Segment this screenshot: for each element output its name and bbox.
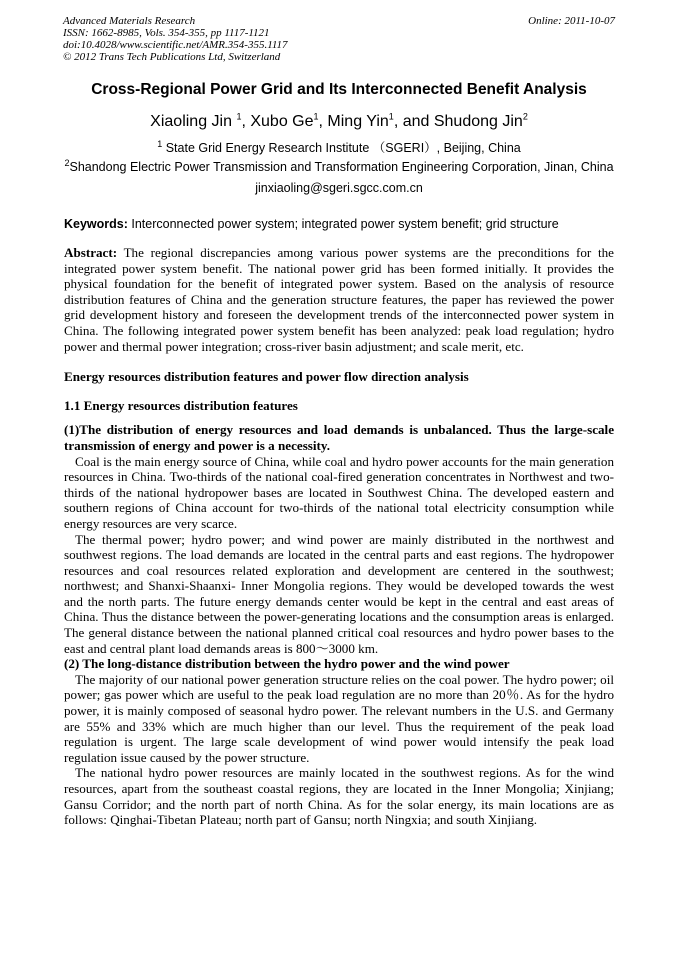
body-text [64, 245, 614, 828]
aff-sup: 2 [64, 157, 70, 168]
author-sup: 1 [236, 111, 242, 122]
abstract [64, 245, 614, 354]
author: , Xubo Ge [241, 113, 314, 130]
keywords [64, 217, 559, 231]
paragraph: The national hydro power resources are mainly located in the southwest regions. As for the wind resources, apart from the southeast coastal regions, they are located in the Inner Mongolia; Xinjiang; Gansu Corridor; and the north part of north China. As for the solar energy, its main locations are as follows: Qinghai-Tibetan Plateau; north part of Gansu; north Ningxia; and south Xinjiang. [64, 765, 614, 828]
doi: doi:10.4028/www.scientific.net/AMR.354-355.1117 [63, 39, 288, 51]
keywords-text: Interconnected power system; integrated power system benefit; grid structure [127, 217, 559, 231]
author: Xiaoling Jin [150, 113, 237, 130]
authors [0, 113, 678, 131]
aff-text: Shandong Electric Power Transmission and Transformation Engineering Corporation, Jinan, China [69, 160, 614, 174]
keywords-label: Keywords: [64, 217, 128, 231]
author: , Ming Yin [318, 113, 389, 130]
paragraph: The thermal power; hydro power; and wind power are mainly distributed in the northwest and southwest regions. The load demands are located in the central parts and east regions. The hydropower resources and coal resources related exploration and development are centered in the southwest; northwest; and Shanxi-Shaanxi- Inner Mongolia regions. They would be developed towards the west and the north parts. The future energy demands center would be kept in the central and east areas of China. Thus the distance between the power-generating locations and the consumption areas is enlarged. The general distance between the national planned critical coal resources and hydro power bases to the east and central plant load demands areas is 800～3000 km. [64, 531, 614, 656]
online-date: Online: 2011-10-07 [528, 15, 615, 27]
journal-name: Advanced Materials Research [63, 15, 196, 27]
email: jinxiaoling@sgeri.sgcc.com.cn [255, 181, 423, 195]
author-sup: 1 [388, 111, 394, 122]
paper-title: Cross-Regional Power Grid and Its Interconnected Benefit Analysis [91, 81, 587, 98]
affiliation-1 [0, 138, 678, 156]
paragraph: The majority of our national power generation structure relies on the coal power. The hydro power; oil power; gas power which are useful to the peak load regulation are no more than 20％. As for the hydro power, it is mainly composed of seasonal hydro power. The relevant numbers in the U.S. and Germany are 55% and 33% which are much higher than our level. Thus the requirement of the peak load regulation is urgent. The large scale development of wind power would intensify the peak load regulation issue caused by the power structure. [64, 671, 614, 765]
abstract-label: Abstract: [64, 245, 118, 260]
author: , and Shudong Jin [393, 113, 523, 130]
paragraph-heading: (2) The long-distance distribution between the hydro power and the wind power [64, 656, 510, 672]
abstract-text: The regional discrepancies among various power systems are the preconditions for the integrated power system benefit. The national power grid has been formed initially. It provides the physical foundation for the benefit of integrated power system. Based on the analysis of resource distribution features of China and the generation structure features, the paper has reviewed the power grid development history and foreseen the development trends of the interconnected power system in China. The following integrated power system benefit has been analyzed: peak load regulation; hydro power and thermal power integration; cross-river basin adjustment; and scale merit, etc. [64, 245, 614, 354]
copyright: © 2012 Trans Tech Publications Ltd, Switzerland [63, 51, 281, 63]
issn: ISSN: 1662-8985, Vols. 354-355, pp 1117-1121 [63, 27, 270, 39]
paragraph-heading: (1)The distribution of energy resources and load demands is unbalanced. Thus the large-scale transmission of energy and power is a necessity. [64, 422, 614, 453]
subsection-heading: 1.1 Energy resources distribution features [64, 397, 298, 413]
aff-sup: 1 [157, 138, 163, 149]
author-sup: 2 [522, 111, 528, 122]
aff-text: State Grid Energy Research Institute （SGERI）, Beijing, China [162, 141, 521, 155]
author-sup: 1 [313, 111, 319, 122]
affiliation-2 [0, 157, 678, 174]
journal-header [63, 15, 288, 63]
paragraph: Coal is the main energy source of China, while coal and hydro power accounts for the main generation resources in China. Two-thirds of the national coal-fired generation concentrates in Northwest and two-thirds of the national hydropower bases are located in Southwest China. The developed eastern and southern regions of China account for two-thirds of the national total electricity consumption while energy resources are very scarce. [64, 453, 614, 531]
section-heading: Energy resources distribution features and power flow direction analysis [64, 369, 469, 385]
